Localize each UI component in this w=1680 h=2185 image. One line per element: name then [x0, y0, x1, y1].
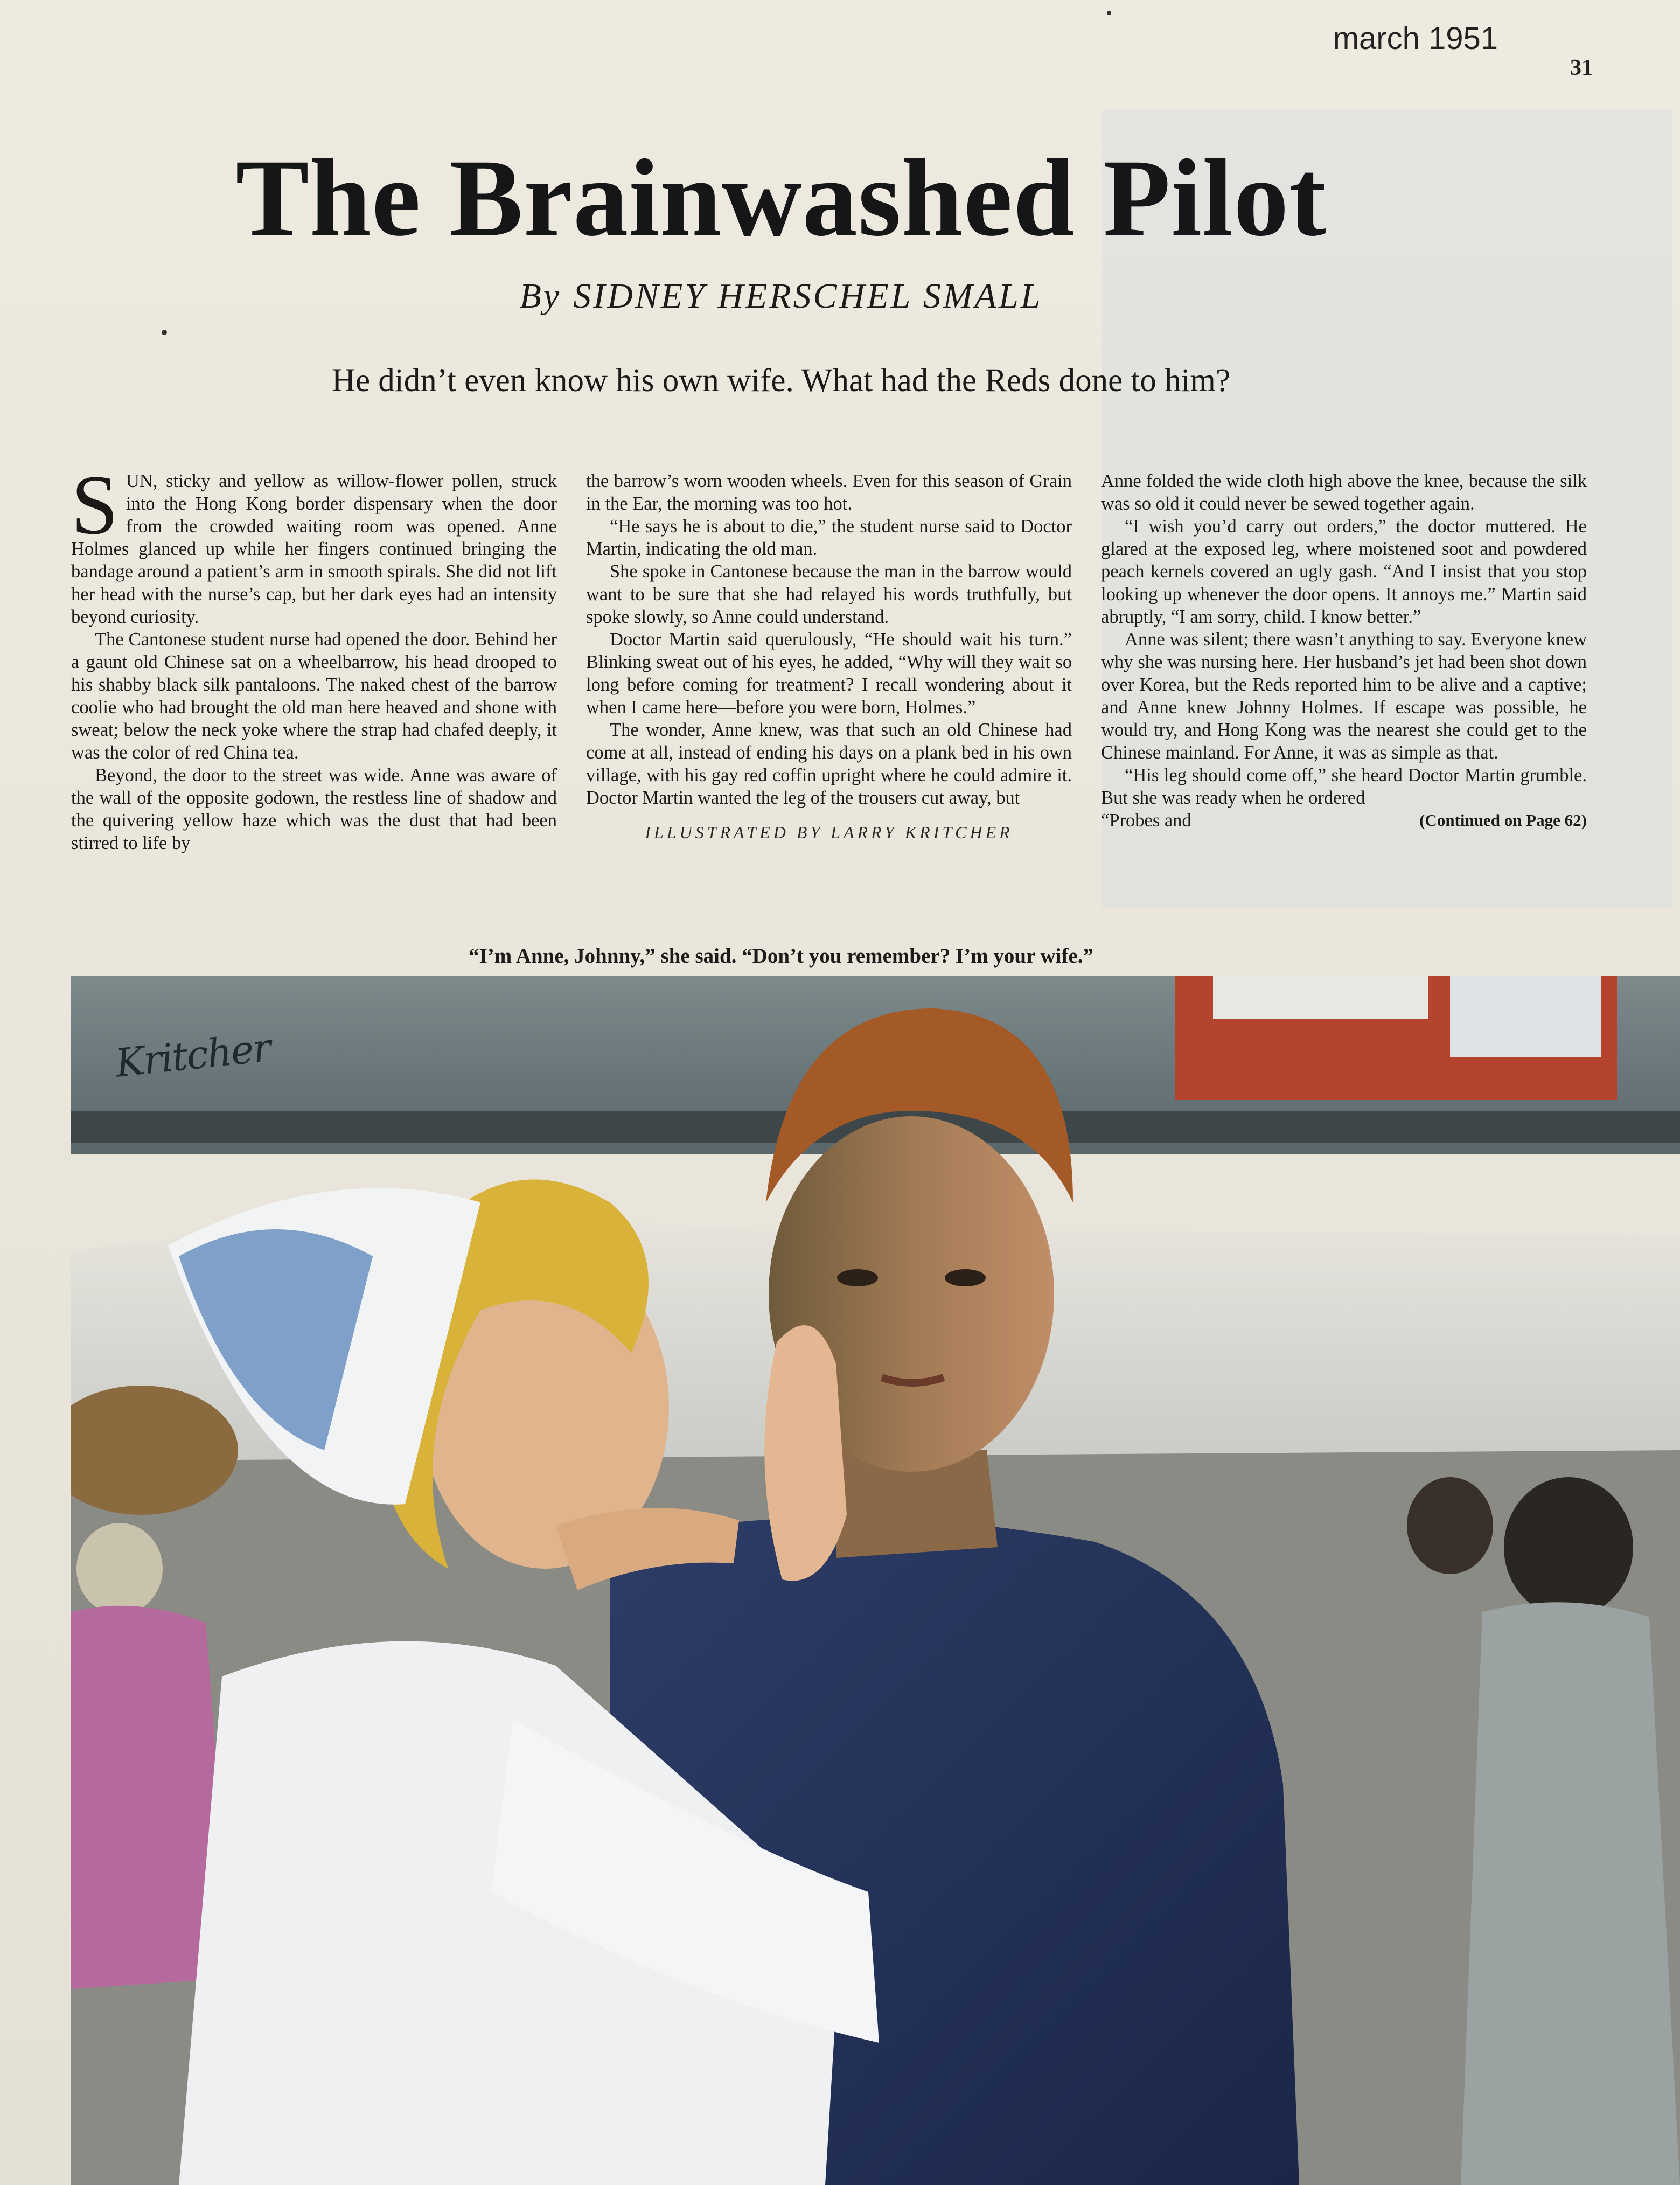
man-eye-left: [837, 1269, 878, 1286]
text-column-3: [1101, 470, 1587, 917]
paragraph: the barrow’s worn wooden wheels. Even for this season of Grain in the Ear, the morning was too hot.: [586, 471, 1072, 514]
continuation-line: [1101, 809, 1587, 832]
author-name: SIDNEY HERSCHEL SMALL: [573, 276, 1043, 316]
window-curtain: [1450, 976, 1601, 1057]
paragraph: Anne folded the wide cloth high above the knee, because the silk was so old it could never be sewed together again.: [1101, 471, 1587, 514]
article-body: [71, 470, 1595, 917]
paragraph: Doctor Martin said querulously, “He should wait his turn.” Blinking sweat out of his eyes, he added, “Why will they wait so long before coming for treatment? I recall wondering about it when I came here—before you were born, Holmes.”: [586, 629, 1072, 718]
paragraph: The Cantonese student nurse had opened the door. Behind her a gaunt old Chinese sat on a wheelbarrow, his head drooped to his shabby black silk pantaloons. The naked chest of the barrow coolie who had brought the old man here heaved and shone with sweat; below the neck yoke where the strap had chafed deeply, it was the color of red China tea.: [71, 629, 557, 763]
paragraph: Anne was silent; there wasn’t anything to say. Everyone knew why she was nursing here. Her husband’s jet had been shot down over Korea, but the Reds reported him to be alive and a captive; and Anne knew Johnny Holmes. If escape was possible, he would try, and Hong Kong was the nearest she could get to the Chinese mainland. For Anne, it was as simple as that.: [1101, 629, 1587, 763]
paragraph: Beyond, the door to the street was wide. Anne was aware of the wall of the opposite godown, the restless line of shadow and the quivering yellow haze which was the dust that had been stirred to life by: [71, 765, 557, 853]
illustration-artwork: [71, 976, 1680, 2185]
paragraph: “He says he is about to die,” the student nurse said to Doctor Martin, indicating the old man.: [586, 516, 1072, 559]
last-line-text: “Probes and: [1101, 810, 1191, 831]
nurse-hand-on-cheek: [764, 1325, 847, 1581]
paragraph: SUN, sticky and yellow as willow-flower pollen, struck into the Hong Kong border dispensary when the door from the crowded waiting room was opened. Anne Holmes glanced up while her fingers continued bringing the bandage around a patient’s arm in smooth spirals. She did not lift her head with the nurse’s cap, but her dark eyes had an intensity beyond curiosity.: [71, 470, 557, 627]
byline: [162, 276, 1400, 317]
text-column-2: [586, 470, 1072, 917]
paragraph: “His leg should come off,” she heard Doctor Martin grumble. But she was ready when he ordered: [1101, 765, 1587, 808]
illustration-caption: “I’m Anne, Johnny,” she said. “Don’t you remember? I’m your wife.”: [469, 944, 1093, 968]
paragraph: “I wish you’d carry out orders,” the doctor muttered. He glared at the exposed leg, where moistened soot and powdered peach kernels covered an ugly gash. “And I insist that you stop looking up whenever the door opens. It annoys me.” Martin said abruptly, “I am sorry, child. I know better.”: [1101, 516, 1587, 627]
page-number: 31: [1570, 55, 1593, 80]
byline-prefix: By: [519, 276, 562, 316]
drop-cap: S: [71, 470, 118, 552]
window-pane: [1213, 976, 1428, 1019]
text-column-1: [71, 470, 557, 917]
subheadline: He didn’t even know his own wife. What had the Reds done to him?: [331, 363, 1231, 399]
man-eye-right: [945, 1269, 986, 1286]
continued-on-link[interactable]: (Continued on Page 62): [1419, 811, 1587, 830]
background-figure-shirt: [1461, 1602, 1680, 2185]
background-figure-head-2: [1407, 1477, 1493, 1574]
article-title: The Brainwashed Pilot: [235, 137, 1327, 259]
artist-signature: Kritcher: [113, 1025, 273, 1086]
dateline: march 1951: [1333, 21, 1498, 56]
story-illustration: [71, 976, 1680, 2185]
print-speck: [162, 330, 167, 335]
illustrator-credit: ILLUSTRATED BY LARRY KRITCHER: [645, 823, 1013, 842]
paragraph: The wonder, Anne knew, was that such an old Chinese had come at all, instead of ending his days on a plank bed in his own village, with his gay red coffin upright where he could admire it. Doctor Martin wanted the leg of the trousers cut away, but: [586, 720, 1072, 808]
background-figure-head: [1504, 1477, 1633, 1617]
left-figure-head: [76, 1523, 163, 1615]
paragraph: She spoke in Cantonese because the man in the barrow would want to be sure that she had relayed his words truthfully, but spoke slowly, so Anne could understand.: [586, 561, 1072, 627]
print-speck: [1107, 11, 1111, 15]
